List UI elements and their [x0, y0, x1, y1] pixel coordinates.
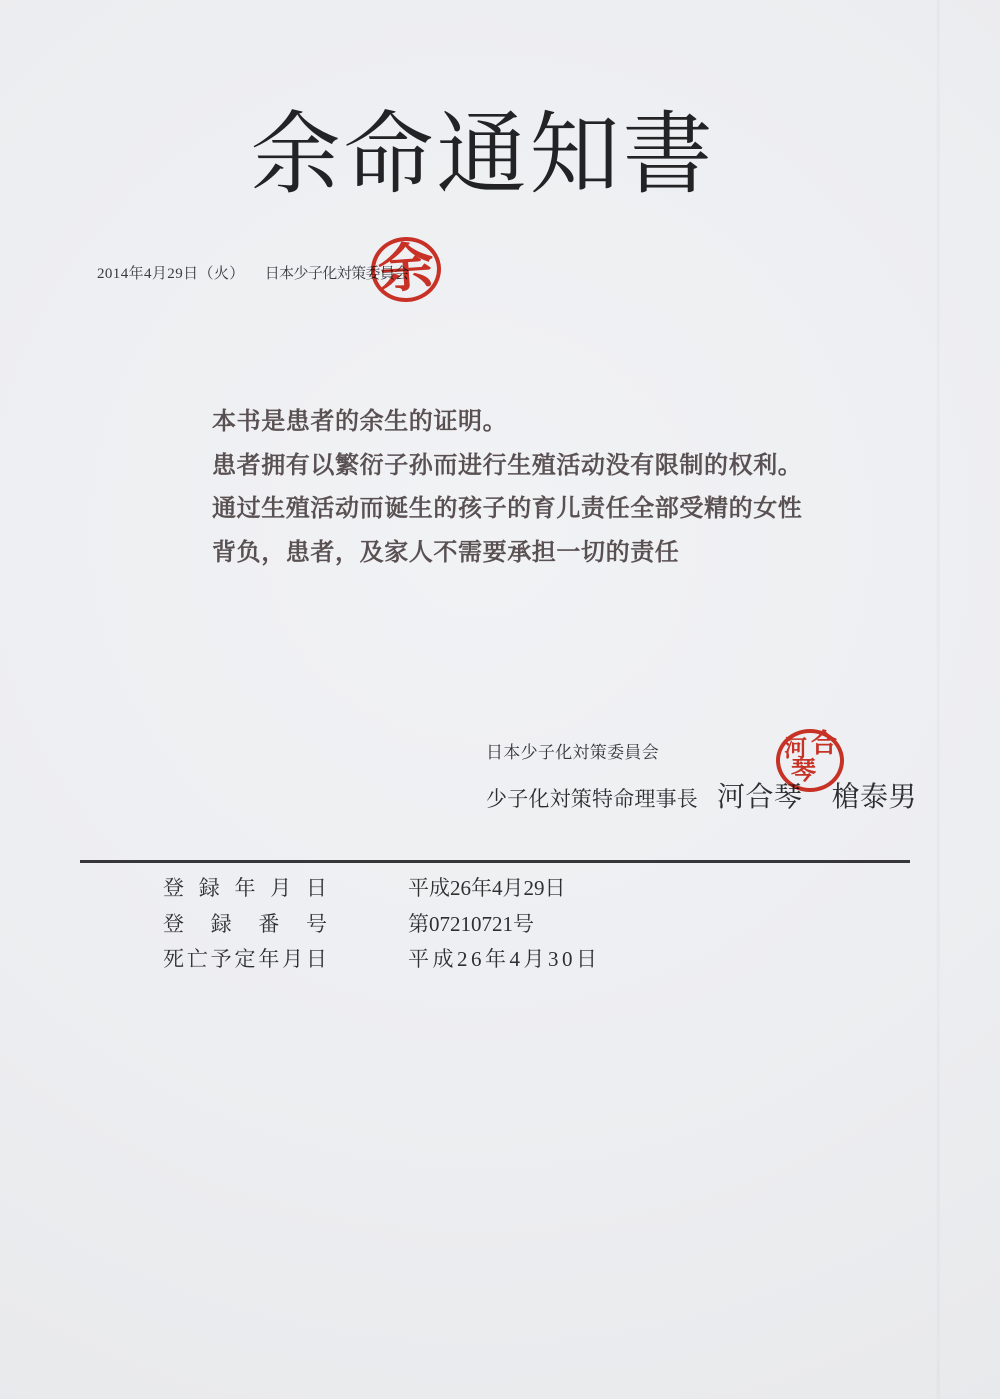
registration-number-value: 第07210721号 — [408, 911, 534, 936]
stamp-character: 余 — [375, 238, 436, 300]
signature-organization: 日本少子化対策委員会 — [486, 743, 659, 762]
header-line — [97, 262, 409, 283]
issuer-name: 日本少子化対策委員会 — [264, 266, 409, 282]
signature-role-title: 少子化対策特命理事長 — [486, 787, 698, 811]
scheduled-death-date-label: 死亡予定年月日 — [163, 947, 327, 971]
red-seal-stamp-name — [776, 729, 844, 792]
document-title: 余命通知書 — [250, 106, 716, 205]
signature-name-primary: 河合琴 — [717, 782, 803, 813]
table-row — [163, 871, 601, 907]
body-paragraph — [212, 400, 802, 574]
scheduled-death-date-value: 平成26年4月30日 — [408, 947, 601, 971]
body-line: 患者拥有以繁衍子孙而进行生殖活动没有限制的权利。 — [212, 451, 803, 479]
registration-date-label: 登録年月日 — [163, 876, 327, 900]
signature-name-secondary: 槍泰男 — [831, 782, 918, 813]
body-line: 通过生殖活动而诞生的孩子的育儿责任全部受精的女性 — [212, 495, 803, 522]
registration-date-value: 平成26年4月29日 — [408, 876, 566, 900]
table-row — [163, 942, 601, 978]
table-row — [163, 907, 601, 943]
signature-line — [486, 775, 917, 815]
issue-date: 2014年4月29日（火） — [97, 266, 245, 282]
red-seal-stamp-yo — [369, 235, 443, 305]
stamp-character: 河 — [784, 736, 807, 761]
registry-table — [163, 871, 601, 978]
body-line: 本书是患者的余生的证明。 — [212, 408, 508, 435]
registration-number-label: 登録番号 — [163, 911, 327, 936]
stamp-character: 合 — [811, 729, 838, 758]
horizontal-divider — [80, 860, 910, 863]
body-line: 背负，患者，及家人不需要承担一切的责任 — [212, 538, 680, 566]
stamp-character: 琴 — [791, 758, 817, 785]
